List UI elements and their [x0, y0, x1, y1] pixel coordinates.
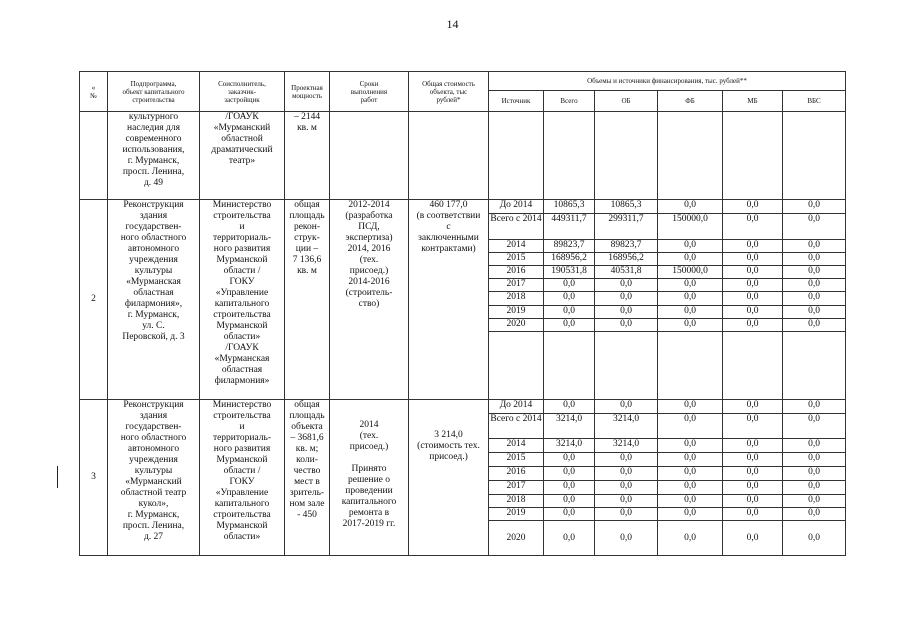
text-line: строительства: [213, 211, 271, 221]
cell-total: 449311,7: [544, 214, 595, 240]
cell-source: 2018: [489, 495, 544, 508]
cell-ob: 0,0: [595, 400, 658, 414]
text-line: мощность: [291, 91, 323, 100]
cell-total: 0,0: [544, 306, 595, 319]
cell-mb: 0,0: [723, 306, 783, 319]
text-line: Мурманской: [216, 521, 268, 531]
text-line: д. 27: [143, 532, 164, 542]
text-line: объекта, тыс: [429, 87, 468, 96]
text-line: области»: [223, 532, 261, 542]
text-line: Соисполнитель,: [218, 79, 266, 88]
cell-mb: 0,0: [723, 508, 783, 521]
text-line: мест в: [294, 477, 320, 487]
text-line: использования,: [122, 145, 185, 155]
text-line: ции –: [295, 244, 319, 254]
text-line: - 450: [297, 510, 317, 520]
cell-mb: 0,0: [723, 292, 783, 306]
project-object: [108, 400, 200, 556]
cell-ob: 168956,2: [595, 253, 658, 266]
continuation-terms: [330, 112, 409, 200]
text-line: выполнения: [350, 87, 388, 96]
text-line: и: [239, 222, 245, 232]
cell-mb: 0,0: [723, 453, 783, 467]
text-line: ство): [358, 299, 380, 309]
text-line: здания: [139, 411, 168, 421]
text-line: Общая стоимость: [422, 79, 475, 88]
continuation-object: [108, 112, 200, 200]
continuation-total: [544, 112, 595, 200]
text-line: экспертиза): [345, 233, 393, 243]
continuation-cost: [409, 112, 489, 200]
cell-vbs: 0,0: [783, 414, 846, 439]
text-line: (в соответствии: [416, 211, 481, 221]
cell-vbs: 0,0: [783, 292, 846, 306]
text-line: учреждения: [129, 255, 178, 265]
cell-source: Всего с 2014: [489, 214, 544, 240]
text-line: [331, 453, 407, 464]
cell-source: 2020: [489, 319, 544, 332]
project-terms: [330, 200, 409, 400]
header-fb: ФБ: [658, 91, 723, 112]
cell-fb: 150000,0: [658, 214, 723, 240]
cell-vbs: 0,0: [783, 439, 846, 453]
cell-mb: 0,0: [723, 439, 783, 453]
cell-ob: 299311,7: [595, 214, 658, 240]
page-number: 14: [446, 17, 459, 31]
cell-mb: 0,0: [723, 495, 783, 508]
header-total-cost: [409, 72, 489, 112]
text-line: Проектная: [291, 83, 323, 92]
text-line: «Мурманский: [125, 477, 182, 487]
text-line: зритель-: [289, 488, 325, 498]
text-line: г. Мурманск,: [127, 310, 180, 320]
text-line: ремонта в: [348, 508, 390, 518]
cell-ob: 0,0: [595, 319, 658, 332]
empty-cell: [595, 332, 658, 400]
cell-fb: 0,0: [658, 292, 723, 306]
cell-vbs: 0,0: [783, 481, 846, 495]
cell-ob: 0,0: [595, 508, 658, 521]
text-line: области»: [223, 332, 261, 342]
cell-total: 89823,7: [544, 240, 595, 253]
cell-source: 2016: [489, 266, 544, 279]
project-terms: [330, 400, 409, 556]
text-line: струк-: [294, 233, 320, 243]
text-line: 2014, 2016: [347, 244, 391, 254]
cell-source: 2017: [489, 481, 544, 495]
text-line: Сроки: [359, 79, 379, 88]
header-ob: ОБ: [595, 91, 658, 112]
cell-vbs: 0,0: [783, 495, 846, 508]
cell-ob: 0,0: [595, 279, 658, 292]
text-line: общая: [294, 200, 320, 210]
cell-ob: 3214,0: [595, 414, 658, 439]
text-line: Принято: [351, 464, 387, 474]
text-line: 460 177,0: [429, 200, 468, 210]
empty-cell: [489, 332, 544, 400]
continuation-coexecutor: [200, 112, 285, 200]
text-line: (строитель-: [345, 288, 393, 298]
continuation-num: [80, 112, 108, 200]
text-line: областная: [221, 365, 263, 375]
cell-fb: 0,0: [658, 200, 723, 214]
continuation-fb: [658, 112, 723, 200]
text-line: строительства: [213, 510, 271, 520]
header-vbs: ВБС: [783, 91, 846, 112]
cell-fb: 0,0: [658, 508, 723, 521]
cell-total: 10865,3: [544, 200, 595, 214]
text-line: рублей*: [436, 95, 461, 104]
cell-fb: 0,0: [658, 439, 723, 453]
text-line: ГОКУ: [229, 477, 255, 487]
text-line: современного: [125, 134, 182, 144]
cell-mb: 0,0: [723, 279, 783, 292]
cell-vbs: 0,0: [783, 319, 846, 332]
cell-total: 0,0: [544, 319, 595, 332]
cell-source: 2020: [489, 521, 544, 556]
cell-fb: 150000,0: [658, 266, 723, 279]
cell-mb: 0,0: [723, 200, 783, 214]
empty-cell: [658, 332, 723, 400]
cell-mb: 0,0: [723, 467, 783, 481]
cell-fb: 0,0: [658, 453, 723, 467]
header-total: Всего: [544, 91, 595, 112]
empty-cell: [544, 332, 595, 400]
header-capacity: [285, 72, 330, 112]
cell-source: 2017: [489, 279, 544, 292]
cell-vbs: 0,0: [783, 253, 846, 266]
cell-vbs: 0,0: [783, 467, 846, 481]
project-num: 2: [80, 200, 108, 400]
cell-vbs: 0,0: [783, 200, 846, 214]
text-line: 2014: [359, 420, 379, 430]
text-line: площадь: [289, 211, 325, 221]
text-line: здания: [139, 211, 168, 221]
cell-fb: 0,0: [658, 495, 723, 508]
margin-mark: [57, 466, 58, 488]
cell-source: 2014: [489, 439, 544, 453]
header-subprogram: [108, 72, 200, 112]
text-line: государствен-: [125, 422, 182, 432]
text-line: /ГОАУК: [225, 112, 259, 122]
cell-ob: 10865,3: [595, 200, 658, 214]
header-source: Источник: [489, 91, 544, 112]
text-line: капитального: [341, 497, 397, 507]
empty-cell: [783, 332, 846, 400]
text-line: ного областного: [120, 433, 187, 443]
text-line: области /: [223, 266, 261, 276]
text-line: присоед.): [349, 266, 389, 276]
cell-vbs: 0,0: [783, 266, 846, 279]
text-line: областной: [221, 134, 263, 144]
cell-vbs: 0,0: [783, 214, 846, 240]
cell-source: 2018: [489, 292, 544, 306]
text-line: просп. Ленина,: [122, 167, 185, 177]
text-line: культуры: [134, 466, 173, 476]
cell-total: 0,0: [544, 453, 595, 467]
text-line: просп. Ленина,: [122, 521, 185, 531]
text-line: Перовской, д. 3: [122, 332, 185, 342]
project-coexecutor: [200, 200, 285, 400]
header-num: [80, 72, 108, 112]
cell-fb: 0,0: [658, 414, 723, 439]
text-line: ном зале: [289, 499, 325, 509]
cell-ob: 0,0: [595, 306, 658, 319]
text-line: 7 136,6: [292, 255, 322, 265]
text-line: 3 214,0: [434, 430, 463, 440]
text-line: «Мурманский: [213, 123, 271, 133]
text-line: присоед.): [349, 442, 389, 452]
cell-fb: 0,0: [658, 240, 723, 253]
cell-mb: 0,0: [723, 414, 783, 439]
text-line: 2014-2016: [348, 277, 390, 287]
cell-mb: 0,0: [723, 521, 783, 556]
cell-ob: 0,0: [595, 453, 658, 467]
text-line: Мурманской: [216, 455, 268, 465]
header-coexecutor: [200, 72, 285, 112]
text-line: Подпрограмма,: [130, 79, 177, 88]
cell-vbs: 0,0: [783, 453, 846, 467]
cell-total: 0,0: [544, 521, 595, 556]
cell-vbs: 0,0: [783, 279, 846, 292]
text-line: чество: [293, 466, 321, 476]
cell-fb: 0,0: [658, 521, 723, 556]
text-line: д. 49: [143, 178, 164, 188]
text-line: драматический: [211, 145, 273, 155]
cell-total: 0,0: [544, 495, 595, 508]
text-line: (тех.: [359, 255, 379, 265]
text-line: Мурманской: [216, 255, 268, 265]
cell-fb: 0,0: [658, 319, 723, 332]
cell-source: До 2014: [489, 400, 544, 414]
text-line: г. Мурманск,: [127, 156, 180, 166]
text-line: территориаль-: [212, 233, 272, 243]
text-line: 2012-2014: [348, 200, 390, 210]
continuation-ob: [595, 112, 658, 200]
text-line: №: [90, 91, 97, 100]
text-line: ного областного: [120, 233, 187, 243]
cell-ob: 89823,7: [595, 240, 658, 253]
text-line: ного развития: [213, 244, 271, 254]
text-line: территориаль-: [212, 433, 272, 443]
cell-mb: 0,0: [723, 240, 783, 253]
text-line: (разработка: [345, 211, 393, 221]
project-cost: [409, 400, 489, 556]
text-line: объекта: [291, 422, 323, 432]
cell-source: 2019: [489, 306, 544, 319]
text-line: Мурманской: [216, 321, 268, 331]
text-line: и: [239, 422, 245, 432]
text-line: «Управление: [215, 288, 269, 298]
text-line: кукол»,: [138, 499, 169, 509]
cell-source: Всего с 2014: [489, 414, 544, 439]
text-line: «Управление: [215, 488, 269, 498]
cell-source: До 2014: [489, 200, 544, 214]
text-line: Министерство: [212, 400, 272, 410]
text-line: филармония»: [214, 376, 270, 386]
text-line: учреждения: [129, 455, 178, 465]
text-line: кв. м: [297, 123, 317, 133]
text-line: решение о: [347, 475, 390, 485]
text-line: площадь: [289, 411, 325, 421]
text-line: застройщик: [224, 95, 260, 104]
project-capacity: [285, 400, 330, 556]
cell-total: 0,0: [544, 400, 595, 414]
text-line: строительства: [213, 310, 271, 320]
text-line: культуры: [134, 266, 173, 276]
text-line: государствен-: [125, 222, 182, 232]
continuation-capacity: [285, 112, 330, 200]
header-funding: Объемы и источники финансирования, тыс. рублей**: [489, 72, 846, 91]
cell-source: 2016: [489, 467, 544, 481]
text-line: культурного: [128, 112, 179, 122]
text-line: объект капитального: [122, 87, 185, 96]
cell-total: 0,0: [544, 481, 595, 495]
text-line: автономного: [127, 244, 180, 254]
text-line: контрактами): [421, 244, 476, 254]
text-line: Реконструкция: [123, 200, 184, 210]
text-line: областная: [133, 288, 174, 298]
cell-ob: 0,0: [595, 481, 658, 495]
text-line: капитального: [214, 499, 270, 509]
text-line: «Мурманская: [126, 277, 181, 287]
cell-source: 2019: [489, 508, 544, 521]
text-line: Министерство: [212, 200, 272, 210]
cell-fb: 0,0: [658, 400, 723, 414]
cell-fb: 0,0: [658, 481, 723, 495]
text-line: проведении: [345, 486, 393, 496]
cell-vbs: 0,0: [783, 240, 846, 253]
text-line: кв. м;: [295, 444, 319, 454]
project-cost: [409, 200, 489, 400]
text-line: Реконструкция: [123, 400, 184, 410]
cell-vbs: 0,0: [783, 508, 846, 521]
cell-total: 3214,0: [544, 414, 595, 439]
cell-ob: 40531,8: [595, 266, 658, 279]
project-num: 3: [80, 400, 108, 556]
continuation-mb: [723, 112, 783, 200]
cell-total: 3214,0: [544, 439, 595, 453]
cell-ob: 0,0: [595, 467, 658, 481]
text-line: строительства: [132, 95, 175, 104]
cell-total: 168956,2: [544, 253, 595, 266]
text-line: – 3681,6: [290, 433, 324, 443]
cell-total: 0,0: [544, 467, 595, 481]
text-line: ПСД,: [358, 222, 380, 232]
text-line: капитального: [214, 299, 270, 309]
cell-ob: 0,0: [595, 521, 658, 556]
cell-mb: 0,0: [723, 400, 783, 414]
cell-source: 2014: [489, 240, 544, 253]
continuation-vbs: [783, 112, 846, 200]
project-capacity: [285, 200, 330, 400]
cell-vbs: 0,0: [783, 306, 846, 319]
cell-total: 0,0: [544, 292, 595, 306]
text-line: заключенными: [418, 233, 479, 243]
cell-source: 2015: [489, 453, 544, 467]
cell-mb: 0,0: [723, 214, 783, 240]
cell-mb: 0,0: [723, 481, 783, 495]
cell-mb: 0,0: [723, 253, 783, 266]
text-line: рекон-: [293, 222, 321, 232]
text-line: кв. м: [297, 266, 317, 276]
cell-ob: 0,0: [595, 495, 658, 508]
header-terms: [330, 72, 409, 112]
cell-fb: 0,0: [658, 467, 723, 481]
cell-total: 0,0: [544, 508, 595, 521]
text-line: областной театр: [120, 488, 187, 498]
text-line: строительства: [213, 411, 271, 421]
text-line: наследия для: [127, 123, 180, 133]
cell-fb: 0,0: [658, 279, 723, 292]
text-line: (стоимость тех.: [417, 441, 480, 451]
text-line: заказчик-: [228, 87, 256, 96]
text-line: работ: [360, 95, 378, 104]
text-line: автономного: [127, 444, 180, 454]
text-line: – 2144: [293, 112, 321, 122]
text-line: с: [446, 222, 451, 232]
empty-cell: [723, 332, 783, 400]
text-line: ул. С.: [142, 321, 165, 331]
cell-fb: 0,0: [658, 253, 723, 266]
text-line: (тех.: [359, 431, 379, 441]
cell-source: 2015: [489, 253, 544, 266]
funding-table: [79, 71, 846, 556]
continuation-source: [489, 112, 544, 200]
text-line: г. Мурманск,: [127, 510, 180, 520]
cell-mb: 0,0: [723, 319, 783, 332]
text-line: присоед.): [429, 452, 468, 462]
text-line: филармония»,: [124, 299, 183, 309]
text-line: 2017-2019 гг.: [342, 519, 396, 529]
cell-total: 0,0: [544, 279, 595, 292]
header-mb: МБ: [723, 91, 783, 112]
project-object: [108, 200, 200, 400]
cell-ob: 0,0: [595, 292, 658, 306]
cell-total: 190531,8: [544, 266, 595, 279]
cell-fb: 0,0: [658, 306, 723, 319]
text-line: /ГОАУК: [225, 343, 259, 353]
cell-ob: 3214,0: [595, 439, 658, 453]
text-line: ного развития: [213, 444, 271, 454]
text-line: «Мурманская: [214, 354, 270, 364]
cell-mb: 0,0: [723, 266, 783, 279]
text-line: общая: [294, 400, 320, 410]
text-line: «: [91, 83, 96, 92]
cell-vbs: 0,0: [783, 521, 846, 556]
table-row: [80, 200, 846, 214]
project-coexecutor: [200, 400, 285, 556]
cell-vbs: 0,0: [783, 400, 846, 414]
text-line: коли-: [296, 455, 318, 465]
text-line: ГОКУ: [229, 277, 255, 287]
text-line: области /: [223, 466, 261, 476]
text-line: театр»: [228, 156, 256, 166]
table-row: [80, 400, 846, 414]
